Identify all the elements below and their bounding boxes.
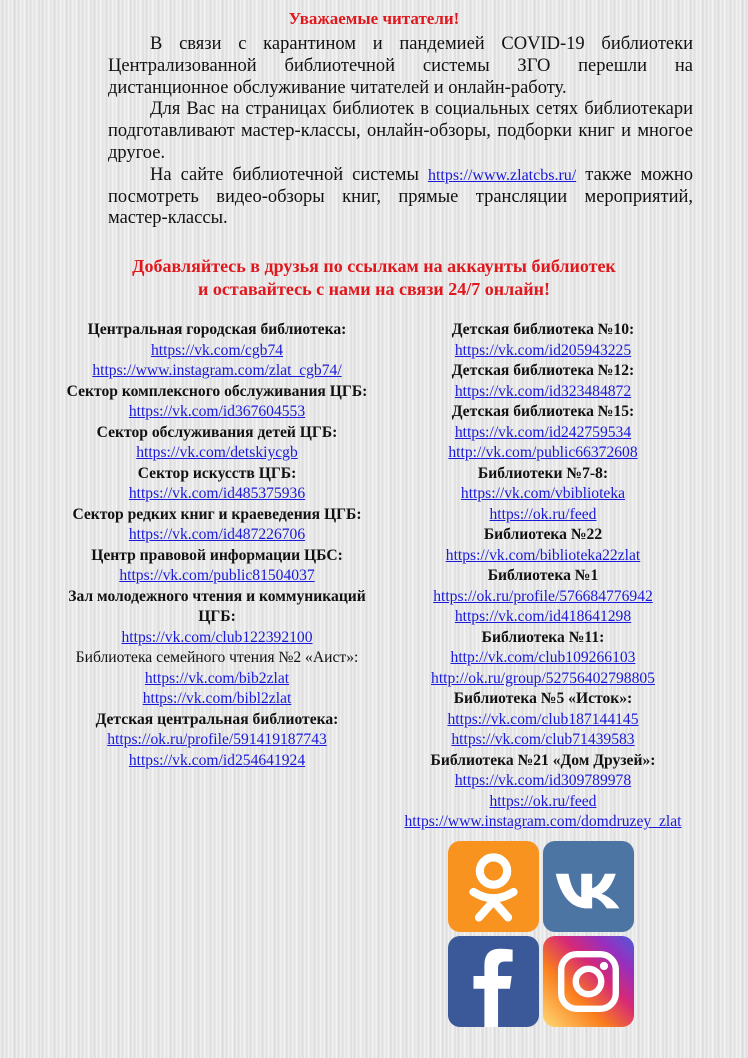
invite-text [0,255,748,301]
intro-paragraph-site [108,165,693,230]
intro-paragraph: Для Вас на страницах библиотек в социальных сетях библиотекари подготавливают мастер-классы, онлайн-обзоры, подборки книг и многое другое. [108,99,693,163]
library-link[interactable]: https://vk.com/cgb74 [150,341,284,359]
library-link[interactable]: http://vk.com/club109266103 [450,649,636,666]
library-heading: Центральная городская библиотека: [87,321,347,338]
site-text-before: На сайте библиотечной системы [150,164,419,185]
library-heading: Библиотека №5 «Исток»: [453,690,633,707]
library-heading: Библиотека семейного чтения №2 «Аист»: [75,649,359,666]
instagram-icon[interactable] [543,936,634,1027]
library-heading: Центр правовой информации ЦБС: [91,546,343,564]
library-link[interactable]: https://vk.com/detskiycgb [136,444,298,461]
library-link[interactable]: https://www.instagram.com/domdruzey_zlat [404,813,682,830]
library-heading: Библиотека №22 [483,526,603,543]
library-heading: Библиотека №11: [481,628,605,646]
vk-icon[interactable] [543,841,634,932]
library-link[interactable]: https://vk.com/biblioteka22zlat [445,546,641,564]
library-heading: Библиотека №1 [487,567,599,584]
library-link[interactable]: https://vk.com/id254641924 [128,751,306,769]
library-link[interactable]: https://vk.com/bibl2zlat [142,690,292,707]
library-heading: Сектор обслуживания детей ЦГБ: [96,423,338,441]
library-link[interactable]: https://vk.com/club187144145 [447,710,639,728]
library-heading: Сектор искусств ЦГБ: [137,464,297,482]
library-link[interactable]: https://vk.com/id487226706 [128,526,306,543]
library-link[interactable]: http://vk.com/public66372608 [448,444,638,461]
library-heading: Сектор редких книг и краеведения ЦГБ: [72,505,362,523]
intro-paragraph: В связи с карантином и пандемией COVID-19 библиотеки Централизованной библиотечной системы ЗГО перешли на дистанционное обслуживание читателей и онлайн-работу. [108,34,693,98]
library-link[interactable]: https://vk.com/public81504037 [119,567,315,584]
intro-text [108,34,693,230]
library-link[interactable]: https://vk.com/id485375936 [128,485,306,502]
library-heading: Детская центральная библиотека: [95,710,339,728]
library-link[interactable]: https://vk.com/id205943225 [454,341,632,359]
library-heading: Библиотека №21 «Дом Друзей»: [430,751,656,769]
library-link[interactable]: https://vk.com/club71439583 [451,731,635,748]
library-link[interactable]: http://ok.ru/group/52756402798805 [431,669,655,687]
facebook-icon[interactable] [448,936,539,1027]
page-title: Уважаемые читатели! [288,9,460,28]
invite-line: и оставайтесь с нами на связи 24/7 онлайн! [198,279,550,299]
library-link[interactable]: https://vk.com/vbiblioteka [460,485,626,502]
library-heading: Сектор комплексного обслуживания ЦГБ: [66,382,368,400]
library-heading: Детская библиотека №12: [451,362,635,379]
library-heading: Детская библиотека №15: [451,403,635,420]
site-link[interactable]: https://www.zlatcbs.ru/ [427,166,577,184]
library-heading: Зал молодежного чтения и коммуникаций ЦГБ: [68,587,366,625]
library-link[interactable]: https://ok.ru/profile/576684776942 [433,587,653,605]
odnoklassniki-icon[interactable] [448,841,539,932]
library-link[interactable]: https://vk.com/club122392100 [121,628,313,646]
library-heading: Детская библиотека №10: [451,321,635,338]
library-link[interactable]: https://ok.ru/profile/591419187743 [107,731,327,748]
library-link[interactable]: https://vk.com/id242759534 [454,423,632,441]
left-column [62,320,372,771]
library-heading: Библиотеки №7-8: [477,464,609,482]
site-text-after: также можно посмотреть видео-обзоры книг, прямые трансляции мероприятий, мастер-классы. [108,164,693,229]
library-link[interactable]: https://vk.com/bib2zlat [144,669,290,687]
library-link[interactable]: https://vk.com/id323484872 [454,382,632,400]
library-link[interactable]: https://vk.com/id309789978 [454,772,632,789]
invite-line: Добавляйтесь в друзья по ссылкам на аккаунты библиотек [132,256,616,276]
library-link[interactable]: https://ok.ru/feed [489,505,597,523]
social-icons [448,841,635,1028]
right-column [382,320,704,833]
library-link[interactable]: https://vk.com/id367604553 [128,403,306,420]
library-link[interactable]: https://ok.ru/feed [489,792,597,810]
library-link[interactable]: https://vk.com/id418641298 [454,608,632,625]
library-link[interactable]: https://www.instagram.com/zlat_cgb74/ [92,362,342,379]
